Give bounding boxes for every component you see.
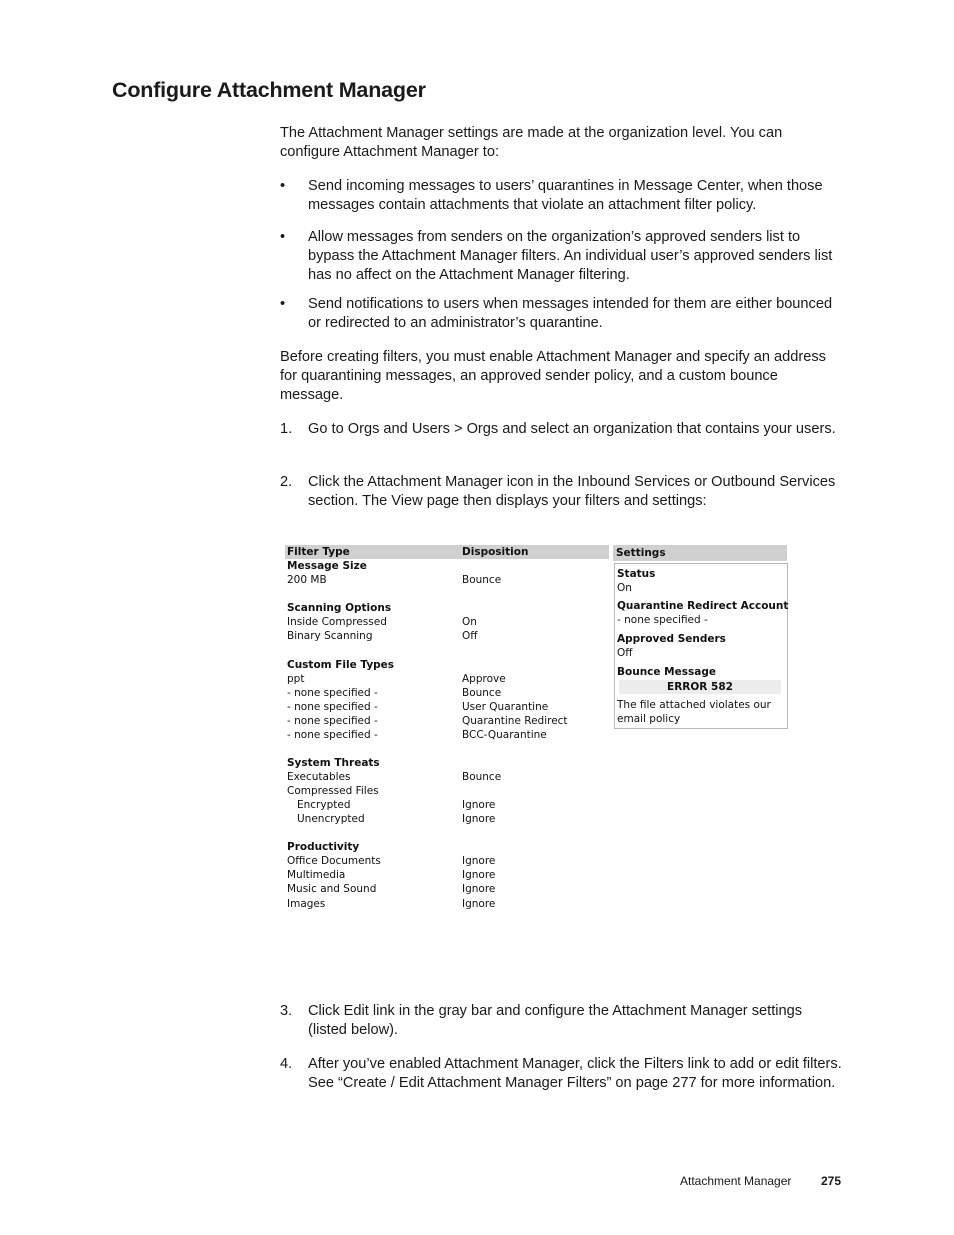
filter-group-label: Productivity — [287, 841, 360, 853]
filter-group-label: Message Size — [287, 560, 367, 572]
filter-group-label: System Threats — [287, 757, 380, 769]
bounce-text-line: The file attached violates our — [617, 699, 771, 711]
filter-type-cell: - none specified - — [287, 687, 378, 699]
step-item — [280, 1055, 842, 1093]
disposition-cell: Bounce — [462, 574, 502, 586]
bullet-item — [280, 295, 842, 333]
filter-type-cell: Images — [287, 898, 326, 910]
disposition-cell: Approve — [462, 673, 506, 685]
disposition-cell: User Quarantine — [462, 701, 549, 713]
disposition-cell: Ignore — [462, 813, 496, 825]
disposition-header: Disposition — [462, 546, 529, 558]
settings-header-bar — [613, 545, 787, 561]
filter-type-cell: 200 MB — [287, 574, 327, 586]
footer-section: Attachment Manager — [680, 1174, 792, 1188]
disposition-cell: BCC-Quarantine — [462, 729, 547, 741]
filter-type-cell: Inside Compressed — [287, 616, 387, 628]
step-item — [280, 1002, 842, 1040]
step-text: Go to Orgs and Users > Orgs and select an organization that contains your users. — [308, 421, 836, 437]
step-number: 2. — [280, 474, 293, 490]
filter-type-cell: Music and Sound — [287, 883, 377, 895]
filter-type-cell: Encrypted — [297, 799, 351, 811]
intro-paragraph: The Attachment Manager settings are made at the organization level. You can configure Attachment Manager to: — [280, 125, 783, 160]
disposition-cell: Ignore — [462, 855, 496, 867]
filter-type-cell: ppt — [287, 673, 305, 685]
filter-type-cell: - none specified - — [287, 715, 378, 727]
filter-type-cell: Executables — [287, 771, 351, 783]
filter-header-bar — [285, 545, 609, 559]
step-text: Click the Attachment Manager icon in the Inbound Services or Outbound Services section. The View page then displays your filters and settings: — [308, 474, 836, 509]
bullet-item — [280, 177, 842, 215]
approved-senders-value: Off — [617, 647, 633, 659]
filter-type-header: Filter Type — [287, 546, 350, 558]
filter-type-cell: Multimedia — [287, 869, 346, 881]
disposition-cell: Ignore — [462, 883, 496, 895]
step-text: After you’ve enabled Attachment Manager, click the Filters link to add or edit filters. See “Create / Edit Attachment Manager Filters” on page 277 for more information. — [308, 1056, 842, 1091]
step-item — [280, 420, 842, 439]
bullet-marker: • — [280, 178, 286, 194]
bullet-text: Allow messages from senders on the organization’s approved senders list to bypass the Attachment Manager filters. An individual user’s approved senders list has no affect on the Attachment Manager filtering. — [308, 229, 833, 283]
filter-type-cell: - none specified - — [287, 701, 378, 713]
bullet-text: Send incoming messages to users’ quarantines in Message Center, when those messages contain attachments that violate an attachment filter policy. — [308, 178, 823, 213]
bullet-marker: • — [280, 296, 286, 312]
before-paragraph: Before creating filters, you must enable Attachment Manager and specify an address for quarantining messages, an approved sender policy, and a custom bounce message. — [280, 349, 826, 403]
disposition-cell: On — [462, 616, 477, 628]
filter-type-cell: Binary Scanning — [287, 630, 373, 642]
status-value: On — [617, 582, 632, 594]
footer-page-number: 275 — [821, 1174, 842, 1188]
bounce-message-label: Bounce Message — [617, 666, 716, 678]
filter-type-cell: Unencrypted — [297, 813, 365, 825]
step-text: Click Edit link in the gray bar and configure the Attachment Manager settings (listed below). — [308, 1003, 803, 1038]
disposition-cell: Off — [462, 630, 478, 642]
status-label: Status — [617, 568, 656, 580]
filter-type-cell: Compressed Files — [287, 785, 379, 797]
bullet-item — [280, 228, 842, 285]
bounce-text-line: email policy — [617, 713, 681, 725]
step-number: 1. — [280, 421, 293, 437]
bullet-marker: • — [280, 229, 286, 245]
disposition-cell: Ignore — [462, 799, 496, 811]
disposition-cell: Quarantine Redirect — [462, 715, 568, 727]
settings-header: Settings — [616, 547, 666, 559]
filter-type-cell: - none specified - — [287, 729, 378, 741]
disposition-cell: Bounce — [462, 771, 502, 783]
bounce-error-code: ERROR 582 — [619, 680, 781, 694]
redirect-label: Quarantine Redirect Account — [617, 600, 789, 612]
redirect-value: - none specified - — [617, 614, 708, 626]
filter-group-label: Scanning Options — [287, 602, 392, 614]
filter-type-cell: Office Documents — [287, 855, 381, 867]
disposition-cell: Ignore — [462, 869, 496, 881]
filter-group-label: Custom File Types — [287, 659, 395, 671]
disposition-cell: Ignore — [462, 898, 496, 910]
disposition-cell: Bounce — [462, 687, 502, 699]
step-number: 4. — [280, 1056, 293, 1072]
step-number: 3. — [280, 1003, 293, 1019]
bullet-text: Send notifications to users when messages intended for them are either bounced or redirected to an administrator’s quarantine. — [308, 296, 833, 331]
page-title: Configure Attachment Manager — [112, 78, 426, 102]
approved-senders-label: Approved Senders — [617, 633, 726, 645]
step-item — [280, 473, 842, 511]
